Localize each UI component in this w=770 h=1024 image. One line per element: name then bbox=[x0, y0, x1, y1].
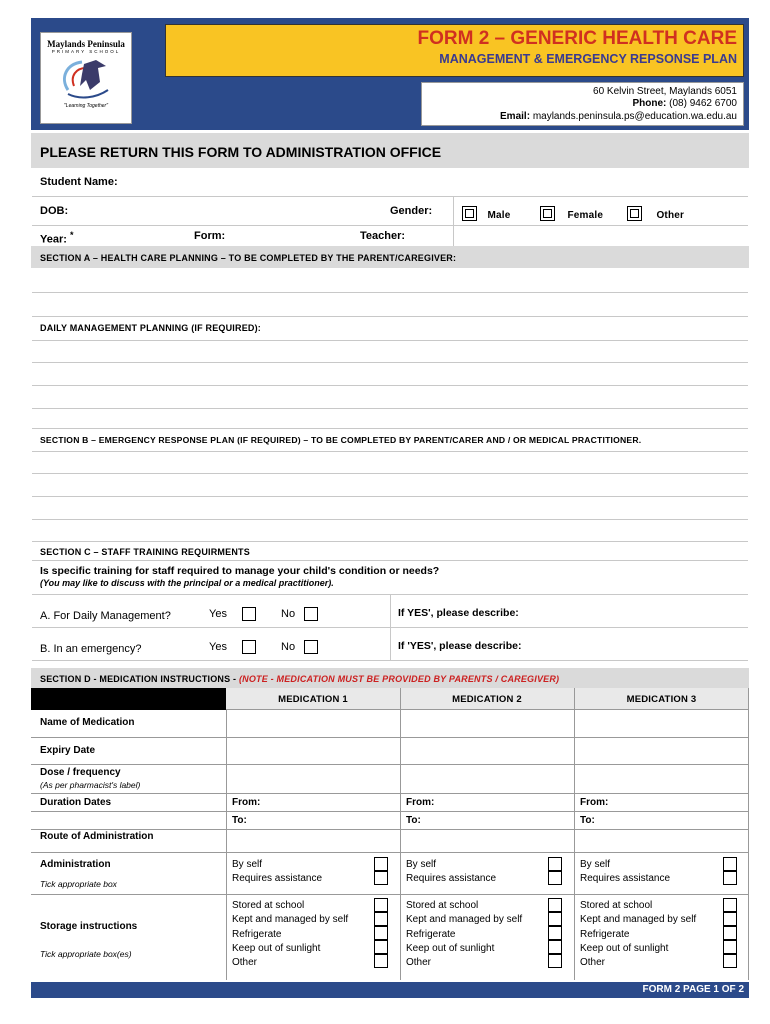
divider bbox=[32, 385, 748, 386]
section-c-note: (You may like to discuss with the principal or a medical practitioner). bbox=[40, 578, 334, 588]
med-name-label: Name of Medication bbox=[40, 717, 135, 728]
admin-self-checkbox[interactable] bbox=[723, 857, 737, 871]
from-2: From: bbox=[406, 797, 435, 808]
med-header-black bbox=[31, 688, 226, 710]
storage-opts-2 bbox=[406, 899, 522, 970]
divider bbox=[32, 408, 748, 409]
storage-checkbox[interactable] bbox=[548, 926, 562, 940]
year-label-text: Year: bbox=[40, 233, 67, 246]
row-line bbox=[31, 793, 749, 794]
other-checkbox[interactable] bbox=[627, 206, 642, 221]
admin-opt-assist: Requires assistance bbox=[406, 873, 497, 885]
from-3: From: bbox=[580, 797, 609, 808]
row-line bbox=[31, 894, 749, 895]
admin-self-checkbox[interactable] bbox=[374, 857, 388, 871]
storage-checkbox[interactable] bbox=[723, 912, 737, 926]
storage-opts-1 bbox=[232, 899, 348, 970]
row-line bbox=[31, 829, 749, 830]
row-a-yes-checkbox[interactable] bbox=[242, 607, 256, 621]
email-label: Email: bbox=[500, 111, 531, 122]
male-checkbox[interactable] bbox=[462, 206, 477, 221]
divider bbox=[32, 362, 748, 363]
storage-checkbox[interactable] bbox=[374, 898, 388, 912]
admin-boxes-2 bbox=[548, 857, 563, 885]
storage-opt: Refrigerate bbox=[232, 928, 282, 940]
storage-opt: Stored at school bbox=[580, 900, 653, 911]
storage-opt: Kept and managed by self bbox=[232, 914, 349, 926]
storage-opt: Keep out of sunlight bbox=[232, 942, 321, 954]
row-b-no-label: No bbox=[281, 640, 296, 653]
school-sub: PRIMARY SCHOOL bbox=[51, 49, 121, 54]
storage-note: Tick appropriate box(es) bbox=[40, 949, 132, 959]
divider bbox=[453, 196, 454, 246]
storage-opt: Stored at school bbox=[406, 900, 479, 911]
section-b-title: SECTION B – EMERGENCY RESPONSE PLAN (IF REQUIRED) – TO BE COMPLETED BY PARENT/CARER AND / OR MEDICAL PRACTITIONER. bbox=[40, 435, 642, 445]
from-1: From: bbox=[232, 797, 261, 808]
storage-checkbox[interactable] bbox=[374, 940, 388, 954]
year-mark: * bbox=[69, 230, 74, 240]
admin-assist-checkbox[interactable] bbox=[723, 871, 737, 885]
divider bbox=[32, 451, 748, 452]
med-col-2: MEDICATION 2 bbox=[452, 694, 522, 705]
admin-opts-1 bbox=[232, 858, 322, 887]
gender-male[interactable] bbox=[462, 205, 511, 223]
storage-boxes-2 bbox=[548, 898, 563, 968]
form-subtitle: MANAGEMENT & EMERGENCY REPSONSE PLAN bbox=[439, 52, 737, 66]
divider bbox=[32, 541, 748, 542]
storage-opt: Other bbox=[580, 957, 606, 969]
divider bbox=[32, 225, 748, 226]
email-line bbox=[500, 111, 737, 122]
col-line bbox=[226, 710, 227, 980]
row-line bbox=[31, 764, 749, 765]
col-line bbox=[400, 688, 401, 980]
med-col-3: MEDICATION 3 bbox=[626, 694, 697, 705]
divider bbox=[32, 519, 748, 520]
storage-opt: Refrigerate bbox=[580, 928, 630, 940]
expiry-label: Expiry Date bbox=[40, 745, 96, 756]
admin-assist-checkbox[interactable] bbox=[548, 871, 562, 885]
to-3: To: bbox=[580, 815, 595, 826]
admin-boxes-3 bbox=[723, 857, 738, 885]
row-a-yes[interactable] bbox=[209, 607, 256, 621]
school-motto: "Learning Together" bbox=[64, 103, 108, 109]
storage-checkbox[interactable] bbox=[548, 912, 562, 926]
row-line bbox=[31, 811, 749, 812]
admin-opt-self: By self bbox=[580, 859, 611, 870]
admin-opt-assist: Requires assistance bbox=[232, 873, 323, 885]
divider bbox=[32, 627, 748, 628]
storage-checkbox[interactable] bbox=[723, 926, 737, 940]
storage-boxes-1 bbox=[374, 898, 389, 968]
row-a-describe: If YES', please describe: bbox=[398, 607, 519, 619]
to-2: To: bbox=[406, 815, 421, 826]
form-title: FORM 2 – GENERIC HEALTH CARE bbox=[417, 28, 737, 49]
section-d-note: (NOTE - MEDICATION MUST BE PROVIDED BY PARENTS / CAREGIVER) bbox=[238, 674, 560, 684]
storage-checkbox[interactable] bbox=[548, 898, 562, 912]
phone: (08) 9462 6700 bbox=[669, 98, 737, 109]
heron-logo-icon bbox=[56, 56, 116, 100]
storage-checkbox[interactable] bbox=[723, 940, 737, 954]
row-b-no[interactable] bbox=[281, 640, 318, 654]
storage-checkbox[interactable] bbox=[723, 898, 737, 912]
gender-label: Gender: bbox=[390, 205, 433, 217]
storage-opt: Refrigerate bbox=[406, 928, 456, 940]
dob-label: DOB: bbox=[40, 205, 69, 217]
teacher-label: Teacher: bbox=[360, 230, 406, 242]
school-name: Maylands Peninsula bbox=[47, 39, 125, 49]
divider bbox=[32, 196, 748, 197]
admin-opt-self: By self bbox=[232, 859, 263, 870]
divider bbox=[32, 292, 748, 293]
divider bbox=[32, 560, 748, 561]
row-a-no-checkbox[interactable] bbox=[304, 607, 318, 621]
storage-checkbox[interactable] bbox=[374, 926, 388, 940]
section-c-title: SECTION C – STAFF TRAINING REQUIRMENTS bbox=[40, 547, 250, 557]
row-a-no[interactable] bbox=[281, 607, 318, 621]
to-1: To: bbox=[232, 815, 247, 826]
admin-opt-self: By self bbox=[406, 859, 437, 870]
gender-other-label: Other bbox=[656, 210, 685, 221]
storage-boxes-3 bbox=[723, 898, 738, 968]
storage-label: Storage instructions bbox=[40, 921, 138, 932]
storage-checkbox[interactable] bbox=[374, 912, 388, 926]
gender-female[interactable] bbox=[540, 205, 603, 223]
footer-band bbox=[31, 982, 749, 998]
storage-checkbox[interactable] bbox=[723, 954, 737, 968]
row-b-describe: If 'YES', please describe: bbox=[398, 640, 522, 652]
row-a-yes-label: Yes bbox=[209, 607, 227, 620]
row-b-yes-label: Yes bbox=[209, 640, 227, 653]
dose-label: Dose / frequency bbox=[40, 767, 121, 778]
storage-opt: Kept and managed by self bbox=[580, 914, 697, 926]
admin-note: Tick appropriate box bbox=[40, 879, 117, 889]
storage-opt: Keep out of sunlight bbox=[406, 942, 495, 954]
phone-label: Phone: bbox=[632, 98, 667, 109]
storage-opt: Other bbox=[406, 957, 432, 969]
school-logo bbox=[40, 32, 132, 124]
row-line bbox=[31, 737, 749, 738]
dose-note: (As per pharmacist's label) bbox=[40, 780, 141, 790]
admin-label: Administration bbox=[40, 859, 111, 870]
student-name-label: Student Name: bbox=[40, 176, 118, 188]
storage-opt: Keep out of sunlight bbox=[580, 942, 669, 954]
col-line bbox=[574, 688, 575, 980]
email: maylands.peninsula.ps@education.wa.edu.au bbox=[532, 111, 737, 122]
storage-checkbox[interactable] bbox=[374, 954, 388, 968]
storage-opt: Stored at school bbox=[232, 900, 305, 911]
divider bbox=[32, 428, 748, 429]
divider bbox=[32, 660, 748, 661]
storage-checkbox[interactable] bbox=[548, 940, 562, 954]
admin-boxes-1 bbox=[374, 857, 389, 885]
admin-opts-3 bbox=[580, 858, 670, 887]
gender-male-label: Male bbox=[487, 210, 511, 221]
row-a-label: A. For Daily Management? bbox=[40, 610, 171, 622]
female-checkbox[interactable] bbox=[540, 206, 555, 221]
footer-page: FORM 2 PAGE 1 OF 2 bbox=[642, 984, 744, 995]
daily-title: DAILY MANAGEMENT PLANNING (IF REQUIRED): bbox=[40, 323, 262, 333]
section-d-heading bbox=[40, 674, 559, 684]
storage-opt: Other bbox=[232, 957, 258, 969]
storage-opts-3 bbox=[580, 899, 696, 970]
duration-label: Duration Dates bbox=[40, 797, 112, 808]
row-b-yes[interactable] bbox=[209, 640, 256, 654]
section-c-question: Is specific training for staff required to manage your child's condition or needs? bbox=[40, 565, 440, 577]
phone-line bbox=[632, 98, 737, 109]
row-line bbox=[31, 852, 749, 853]
admin-self-checkbox[interactable] bbox=[548, 857, 562, 871]
admin-opts-2 bbox=[406, 858, 496, 887]
row-b-no-checkbox[interactable] bbox=[304, 640, 318, 654]
form-label: Form: bbox=[194, 230, 226, 242]
year-label bbox=[40, 230, 74, 246]
divider bbox=[32, 316, 748, 317]
gender-other[interactable] bbox=[627, 205, 684, 223]
address: 60 Kelvin Street, Maylands 6051 bbox=[593, 86, 737, 97]
section-a-title: SECTION A – HEALTH CARE PLANNING – TO BE COMPLETED BY THE PARENT/CAREGIVER: bbox=[40, 253, 457, 263]
admin-opt-assist: Requires assistance bbox=[580, 873, 671, 885]
row-b-yes-checkbox[interactable] bbox=[242, 640, 256, 654]
gender-female-label: Female bbox=[567, 210, 604, 221]
row-a-no-label: No bbox=[281, 607, 296, 620]
med-col-1: MEDICATION 1 bbox=[278, 694, 348, 705]
storage-checkbox[interactable] bbox=[548, 954, 562, 968]
col-line bbox=[748, 688, 749, 980]
admin-assist-checkbox[interactable] bbox=[374, 871, 388, 885]
section-d-title: SECTION D - MEDICATION INSTRUCTIONS - bbox=[40, 674, 239, 684]
divider bbox=[32, 496, 748, 497]
route-label: Route of Administration bbox=[40, 831, 154, 842]
return-notice: PLEASE RETURN THIS FORM TO ADMINISTRATION OFFICE bbox=[40, 144, 442, 160]
divider bbox=[32, 473, 748, 474]
row-b-label: B. In an emergency? bbox=[40, 643, 142, 655]
storage-opt: Kept and managed by self bbox=[406, 914, 523, 926]
divider bbox=[32, 340, 748, 341]
